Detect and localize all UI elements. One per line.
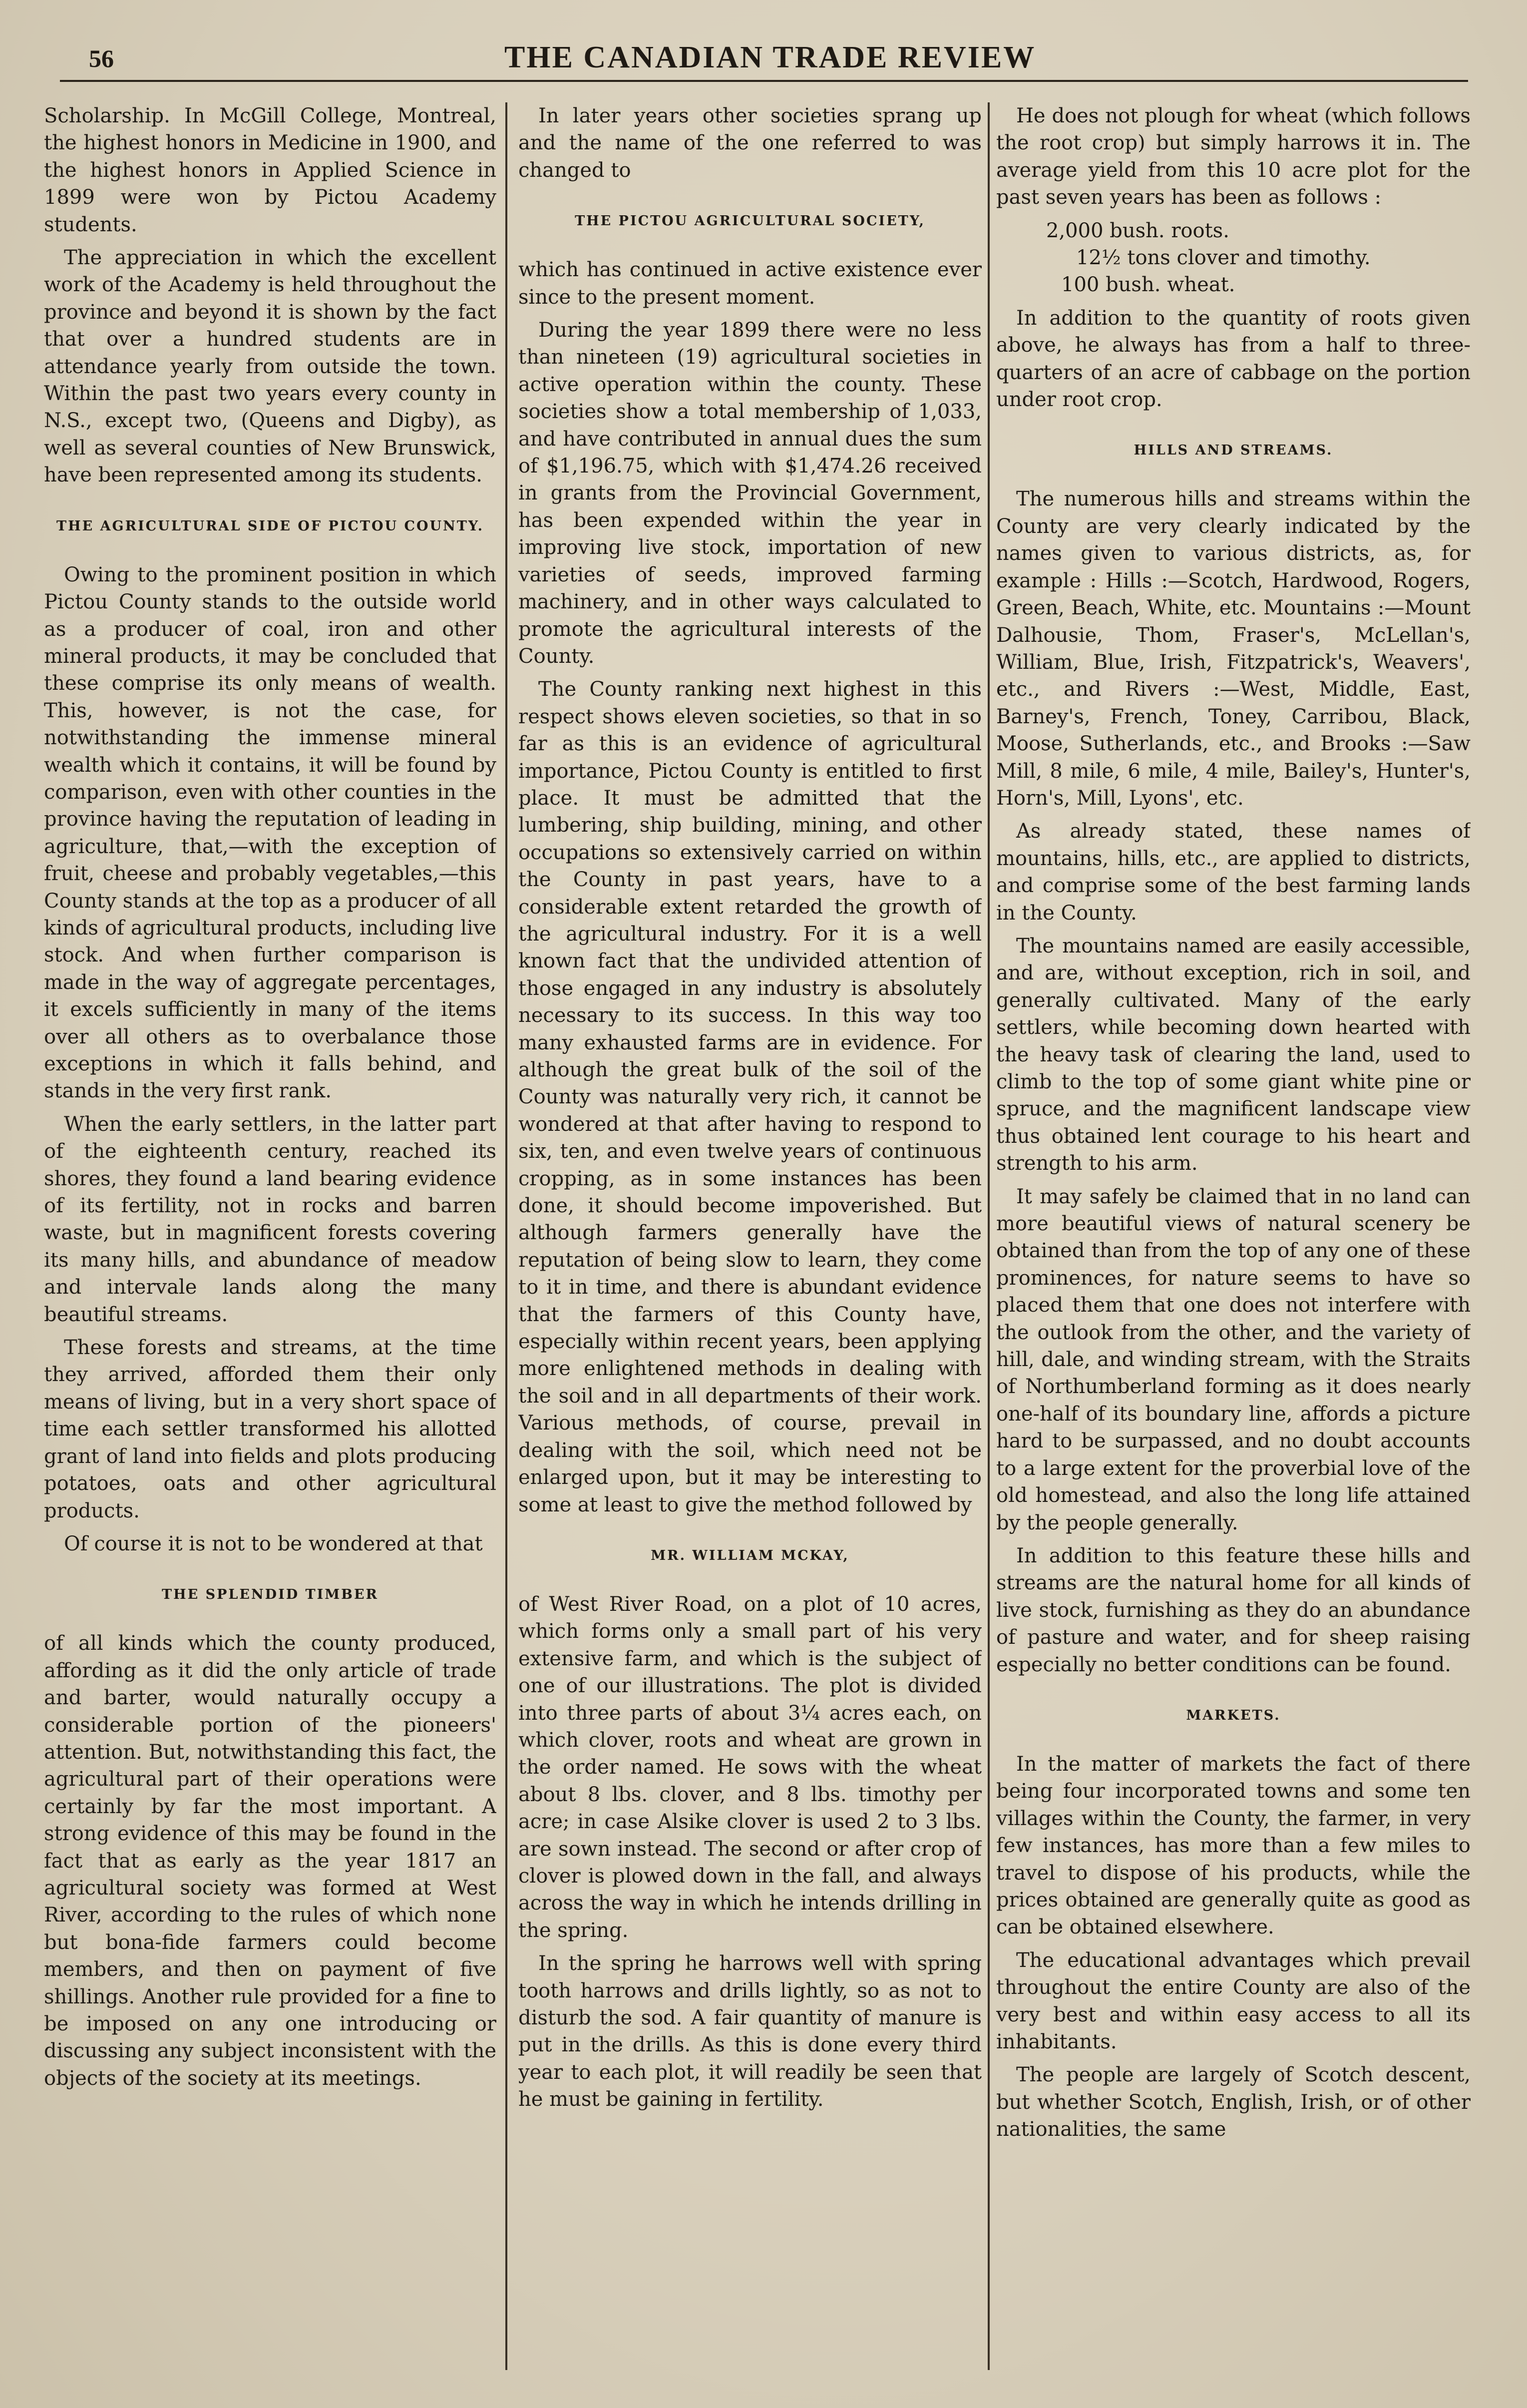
paragraph: In addition to the quantity of roots given above, he always has from a half to three-quarters of an acre of cabbage on the portion under root crop. [996, 306, 1471, 412]
paragraph: of all kinds which the county produced, affording as it did the only article of trade and barter, would naturally occupy a considerable portion of the pioneers' attention. But, notwithstanding this fact, the agricultural part of their operations were certainly by far the most important. A strong evidence of this may be found in the fact that as early as the year 1817 an agricultural society was formed at West River, according to the rules of which none but bona-fide farmers could become members, and then on payment of five shillings. Another rule provided for a fine to be imposed on any one introducing or discussing any subject inconsistent with the objects of the society at its meetings. [44, 1632, 496, 2090]
paragraph: He does not plough for wheat (which follows the root crop) but simply harrows it in. The average yield from this 10 acre plot for the past seven years has been as follows : [996, 104, 1471, 209]
column-right [996, 102, 1471, 2380]
paragraph: The people are largely of Scotch descent, but whether Scotch, English, Irish, or of other nationalities, the same [996, 2063, 1471, 2141]
column-middle [518, 102, 982, 2380]
section-heading: HILLS AND STREAMS. [1134, 443, 1333, 459]
paragraph: which has continued in active existence ever since to the present moment. [518, 258, 982, 309]
paragraph: In the matter of markets the fact of there being four incorporated towns and some ten villages within the County, the farmer, in very few instances, has more than a few miles to travel to dispose of his products, while the prices obtained are generally quite as good as can be obtained elsewhere. [996, 1752, 1471, 1939]
section-heading: THE PICTOU AGRICULTURAL SOCIETY, [575, 213, 925, 229]
column-divider [988, 102, 990, 2370]
yield-line: 12½ tons clover and timothy. [1076, 246, 1371, 270]
paragraph: In the spring he harrows well with spring tooth harrows and drills lightly, so as not to disturb the sod. A fair quantity of manure is put in the drills. As this is done every third year to each plot, it will readily be seen that he must be gaining in fertility. [518, 1952, 982, 2111]
yield-line: 2,000 bush. roots. [1046, 219, 1229, 242]
paragraph: Owing to the prominent position in which Pictou County stands to the outside world as a producer of coal, iron and other mineral products, it may be concluded that these comprise its only means of wealth. This, however, is not the case, for notwithstanding the immense mineral wealth which it contains, it will be found by comparison, even with other counties in the province having the reputation of leading in agriculture, that,—with the exception of fruit, cheese and probably vegetables,—this County stands at the top as a producer of all kinds of agricultural products, including live stock. And when further comparison is made in the way of aggregate percentages, it excels sufficiently in many of the items over all others as to overbalance those exceptions in which it falls behind, and stands in the very first rank. [44, 563, 496, 1103]
yield-line: 100 bush. wheat. [1061, 273, 1235, 297]
paragraph: The County ranking next highest in this respect shows eleven societies, so that in so far as this is an evidence of agricultural importance, Pictou County is entitled to first place. It must be admitted that the lumbering, ship building, mining, and other occupations so extensively carried on within the County in past years, have to a considerable extent retarded the growth of the agricultural industry. For it is a well known fact that the undivided attention of those engaged in any industry is absolutely necessary to its success. In this way too many exhausted farms are in evidence. For although the great bulk of the soil of the County was naturally very rich, it cannot be wondered at that after having to respond to six, ten, and even twelve years of continuous cropping, as in some instances has been done, it should become impoverished. But although farmers generally have the reputation of being slow to learn, they come to it in time, and there is abundant evidence that the farmers of this County have, especially within recent years, been applying more enlightened methods in dealing with the soil and in all departments of their work. Various methods, of course, prevail in dealing with the soil, which need not be enlarged upon, but it may be interesting to some at least to give the method followed by [518, 678, 982, 1516]
column-left [44, 102, 496, 2380]
column-divider [505, 102, 507, 2370]
page-number: 56 [89, 44, 114, 72]
masthead-title: THE CANADIAN TRADE REVIEW [504, 40, 1036, 74]
paragraph: of West River Road, on a plot of 10 acres, which forms only a small part of his very extensive farm, and which is the subject of one of our illustrations. The plot is divided into three parts of about 3¼ acres each, on which clover, roots and wheat are grown in the order named. He sows with the wheat about 8 lbs. clover, and 8 lbs. timothy per acre; in case Alsike clover is used 2 to 3 lbs. are sown instead. The second or after crop of clover is plowed down in the fall, and always across the way in which he intends drilling in the spring. [518, 1592, 982, 1942]
paragraph: The mountains named are easily accessible, and are, without exception, rich in soil, and generally cultivated. Many of the early settlers, while becoming down hearted with the heavy task of clearing the land, used to climb to the top of some giant white pine or spruce, and the magnificent landscape view thus obtained lent courage to his heart and strength to his arm. [996, 934, 1471, 1175]
paragraph: It may safely be claimed that in no land can more beautiful views of natural scenery be obtained than from the top of any one of these prominences, for nature seems to have so placed them that one does not interfere with the outlook from the other, and the variety of hill, dale, and winding stream, with the Straits of Northumberland forming as it does nearly one-half of its boundary line, affords a picture hard to be surpassed, and no doubt accounts to a large extent for the proverbial love of the old homestead, and also the long life attained by the people generally. [996, 1185, 1471, 1534]
section-heading: MR. WILLIAM MCKAY, [651, 1547, 849, 1563]
paragraph: In later years other societies sprang up and the name of the one referred to was changed to [518, 104, 982, 182]
paragraph: Of course it is not to be wondered at that [64, 1532, 483, 1555]
paragraph: These forests and streams, at the time they arrived, afforded them their only means of living, but in a very short space of time each settler transformed his allotted grant of land into fields and plots producing potatoes, oats and other agricultural products. [44, 1336, 496, 1522]
section-heading: MARKETS. [1186, 1707, 1281, 1723]
paragraph: The educational advantages which prevail throughout the entire County are also of the very best and within easy access to all its inhabitants. [996, 1948, 1471, 2053]
paragraph: During the year 1899 there were no less than nineteen (19) agricultural societies in active operation within the county. These societies show a total membership of 1,033, and have contributed in annual dues the sum of $1,196.75, which with $1,474.26 received in grants from the Provincial Government, has been expended within the year in improving live stock, importation of new varieties of seeds, improved farming machinery, and in other ways calculated to promote the agricultural interests of the County. [518, 319, 982, 668]
paragraph: As already stated, these names of mountains, hills, etc., are applied to districts, and comprise some of the best farming lands in the County. [996, 820, 1471, 925]
paragraph: The appreciation in which the excellent work of the Academy is held throughout the province and beyond it is shown by the fact that over a hundred students are in attendance yearly from outside the town. Within the past two years every county in N.S., except two, (Queens and Digby), as well as several counties of New Brunswick, have been represented among its students. [44, 246, 496, 487]
paragraph: In addition to this feature these hills and streams are the natural home for all kinds of live stock, furnishing as they do an abundance of pasture and water, and for sheep raising especially no better conditions can be found. [996, 1544, 1471, 1676]
page-header [30, 35, 1478, 80]
paragraph: When the early settlers, in the latter part of the eighteenth century, reached its shores, they found a land bearing evidence of its fertility, not in rocks and barren waste, but in magnificent forests covering its many hills, and abundance of meadow and intervale lands along the many beautiful streams. [44, 1112, 496, 1326]
header-rule [60, 80, 1468, 82]
section-heading: THE AGRICULTURAL SIDE OF PICTOU COUNTY. [56, 518, 484, 534]
paragraph: Scholarship. In McGill College, Montreal, the highest honors in Medicine in 1900, and the highest honors in Applied Science in 1899 were won by Pictou Academy students. [44, 104, 496, 236]
paragraph: The numerous hills and streams within the County are very clearly indicated by the names given to various districts, as, for example : Hills :—Scotch, Hardwood, Rogers, Green, Beach, White, etc. Mountains :—Mount Dalhousie, Thom, Fraser's, McLellan's, William, Blue, Irish, Fitzpatrick's, Weavers', etc., and Rivers :—West, Middle, East, Barney's, French, Toney, Carribou, Black, Moose, Sutherlands, etc., and Brooks :—Saw Mill, 8 mile, 6 mile, 4 mile, Bailey's, Hunter's, Horn's, Mill, Lyons', etc. [996, 487, 1471, 810]
section-heading: THE SPLENDID TIMBER [162, 1587, 379, 1603]
